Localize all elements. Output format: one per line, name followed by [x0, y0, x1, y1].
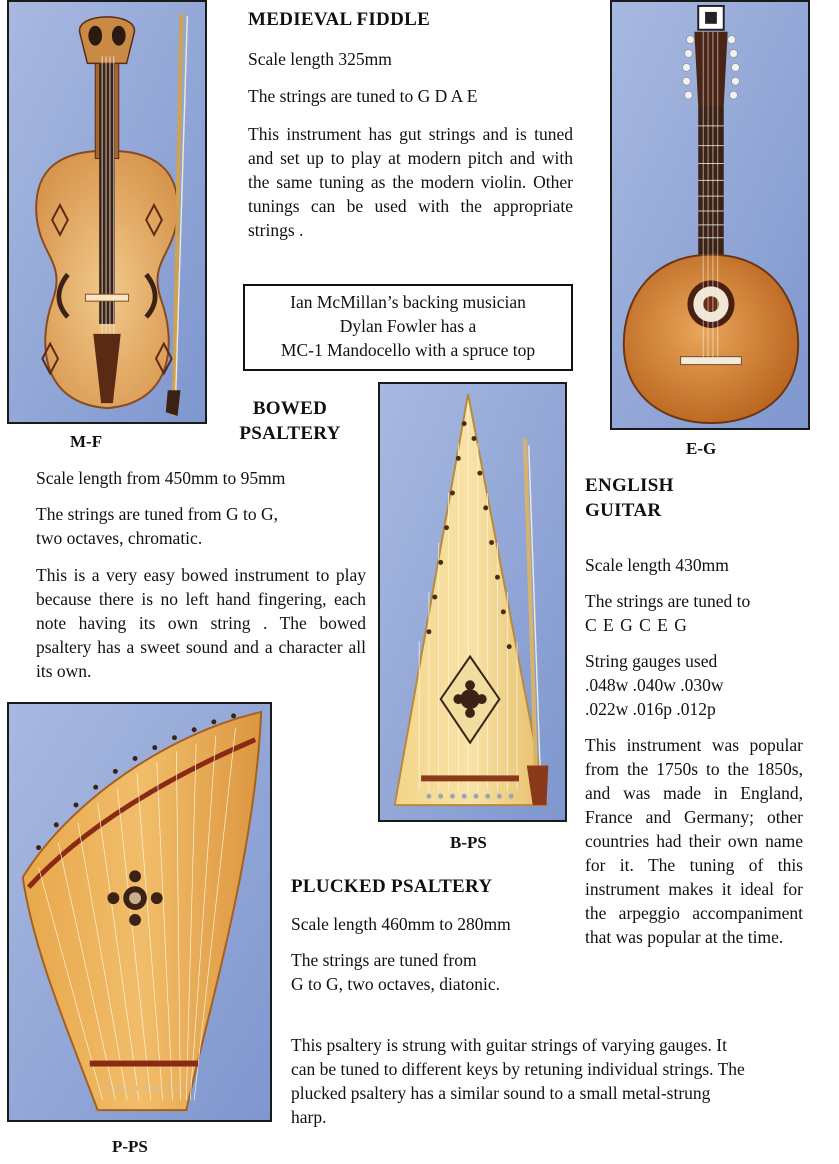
bowed-psaltery-title — [230, 396, 350, 446]
plucked-psaltery-photo — [7, 702, 272, 1122]
medieval-fiddle-description: This instrument has gut strings and is tuned and set up to play at modern pitch and with the same tuning as the modern violin. Other tunings can be used with the appropriate strings . — [248, 124, 573, 240]
gauges-line: .022w .016p .012p — [585, 699, 716, 719]
english-guitar-photo — [610, 0, 810, 430]
english-guitar-caption: E-G — [686, 439, 717, 458]
english-guitar-gauges — [585, 649, 724, 721]
tuning-line: The strings are tuned to — [585, 591, 751, 611]
tuning-notes: C E G C E G — [585, 615, 688, 635]
plucked-psaltery-scale: Scale length 460mm to 280mm — [291, 914, 511, 934]
bowed-psaltery-tuning — [36, 502, 278, 550]
gauges-line: String gauges used — [585, 651, 718, 671]
title-line: GUITAR — [585, 500, 662, 521]
english-guitar-description: This instrument was popular from the 1750s to the 1850s, and was made in England, France and Germany; other countries had their own name for it. The tuning of this instrument makes it ideal for the arpeggio accompaniment that was popular at the time. — [585, 735, 803, 947]
plucked-psaltery-description: This psaltery is strung with guitar strings of varying gauges. It can be tuned to different keys by retuning individual strings. The plucked psaltery has a similar sound to a small metal-strung harp. — [291, 1035, 745, 1127]
tuning-line: The strings are tuned from — [291, 950, 477, 970]
tuning-line: G to G, two octaves, diatonic. — [291, 974, 500, 994]
english-guitar-tuning — [585, 589, 750, 637]
tuning-line: two octaves, chromatic. — [36, 528, 203, 548]
tuning-line: The strings are tuned from G to G, — [36, 504, 279, 524]
plucked-psaltery-tuning — [291, 948, 500, 996]
notice-line: Ian McMillan’s backing musician — [290, 292, 526, 312]
notice-line: Dylan Fowler has a — [339, 316, 477, 336]
medieval-fiddle-scale: Scale length 325mm — [248, 49, 392, 69]
title-line: PSALTERY — [239, 423, 341, 444]
plucked-psaltery-title: PLUCKED PSALTERY — [291, 876, 493, 897]
musician-notice-box — [243, 284, 573, 371]
gauges-line: .048w .040w .030w — [585, 675, 724, 695]
bowed-psaltery-scale: Scale length from 450mm to 95mm — [36, 468, 286, 488]
bowed-psaltery-caption: B-PS — [450, 833, 487, 852]
title-line: ENGLISH — [585, 475, 674, 496]
notice-line: MC-1 Mandocello with a spruce top — [280, 340, 536, 360]
plucked-psaltery-caption: P-PS — [112, 1137, 148, 1156]
title-line: BOWED — [252, 398, 328, 419]
english-guitar-scale: Scale length 430mm — [585, 555, 729, 575]
bowed-psaltery-photo — [378, 382, 567, 822]
medieval-fiddle-tuning: The strings are tuned to G D A E — [248, 86, 478, 106]
medieval-fiddle-caption: M-F — [70, 432, 103, 451]
english-guitar-title — [585, 473, 674, 523]
bowed-psaltery-description: This is a very easy bowed instrument to play because there is no left hand fingering, each note having its own string . The bowed psaltery has a sweet sound and a character all its own. — [36, 565, 366, 681]
medieval-fiddle-title: MEDIEVAL FIDDLE — [248, 9, 431, 30]
medieval-fiddle-photo — [7, 0, 207, 424]
